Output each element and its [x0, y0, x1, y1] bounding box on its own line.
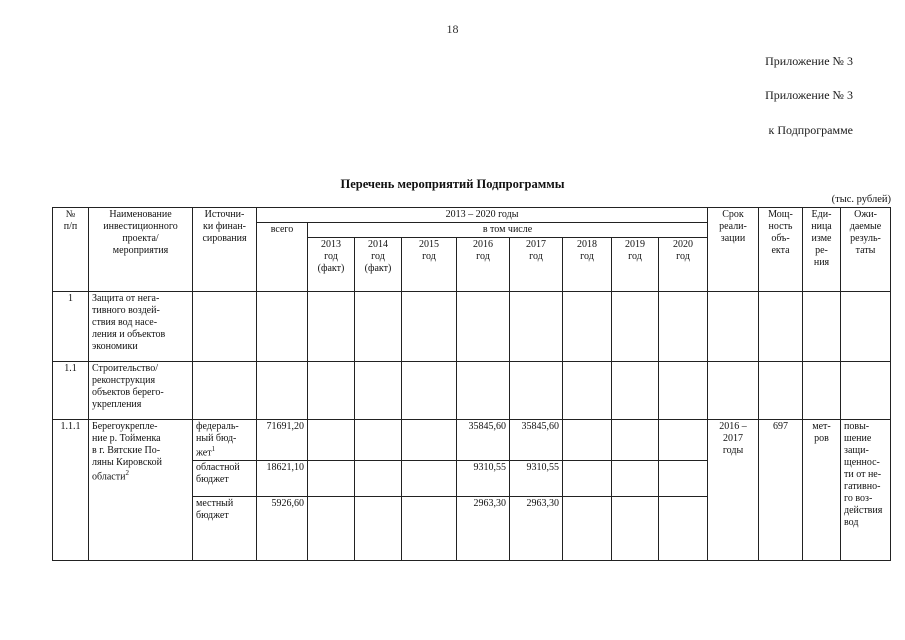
header-year: 2014 год (факт) [355, 238, 402, 292]
local-2016: 2963,30 [457, 497, 510, 561]
empty-cell [841, 292, 891, 362]
table-row [53, 420, 891, 461]
empty-cell [308, 420, 355, 461]
empty-cell [563, 292, 612, 362]
empty-cell [659, 461, 708, 497]
federal-total: 71691,20 [257, 420, 308, 461]
capacity-value: 697 [759, 420, 803, 561]
table-row [53, 292, 891, 362]
source-federal-text: федераль- ный бюд- жет [196, 421, 239, 459]
empty-cell [355, 292, 402, 362]
empty-cell [402, 292, 457, 362]
results-value: повы- шение защи- щеннос- ти от не- гативно- го воз- действия вод [841, 420, 891, 561]
source-federal [193, 420, 257, 461]
header-name: Наименование инвестиционного проекта/ мероприятия [89, 208, 193, 292]
federal-2017: 35845,60 [510, 420, 563, 461]
empty-cell [759, 362, 803, 420]
appendix-label: Приложение № 3 [765, 54, 853, 68]
empty-cell [510, 362, 563, 420]
footnote-mark: 1 [211, 445, 216, 453]
empty-cell [457, 292, 510, 362]
empty-cell [355, 461, 402, 497]
empty-cell [612, 292, 659, 362]
appendix-label-repeat: Приложение № 3 [765, 88, 853, 102]
federal-2016: 35845,60 [457, 420, 510, 461]
row-num: 1.1.1 [53, 420, 89, 561]
empty-cell [563, 497, 612, 561]
empty-cell [402, 461, 457, 497]
empty-cell [355, 420, 402, 461]
header-year: 2019 год [612, 238, 659, 292]
empty-cell [510, 292, 563, 362]
header-year: 2018 год [563, 238, 612, 292]
empty-cell [355, 497, 402, 561]
footnote-mark: 2 [125, 469, 129, 477]
row-num: 1.1 [53, 362, 89, 420]
term-value: 2016 – 2017 годы [708, 420, 759, 561]
regional-total: 18621,10 [257, 461, 308, 497]
row-name-text: Берегоукрепле- ние р. Тойменка в г. Вятские По- ляны Кировской области [92, 421, 162, 483]
units-label: (тыс. рублей) [831, 194, 891, 205]
regional-2016: 9310,55 [457, 461, 510, 497]
empty-cell [457, 362, 510, 420]
empty-cell [612, 420, 659, 461]
empty-cell [257, 292, 308, 362]
header-capacity: Мощ- ность объ- екта [759, 208, 803, 292]
header-term: Срок реали- зации [708, 208, 759, 292]
empty-cell [308, 497, 355, 561]
empty-cell [759, 292, 803, 362]
empty-cell [659, 420, 708, 461]
empty-cell [708, 362, 759, 420]
empty-cell [308, 362, 355, 420]
local-total: 5926,60 [257, 497, 308, 561]
empty-cell [563, 362, 612, 420]
table-header-row [53, 208, 891, 223]
empty-cell [659, 362, 708, 420]
empty-cell [841, 362, 891, 420]
header-year: 2016 год [457, 238, 510, 292]
empty-cell [402, 362, 457, 420]
source-regional: областной бюджет [193, 461, 257, 497]
empty-cell [659, 292, 708, 362]
appendix-subprogram-label: к Подпрограмме [768, 123, 853, 137]
header-sources: Источни- ки финан- сирования [193, 208, 257, 292]
empty-cell [193, 292, 257, 362]
header-num: № п/п [53, 208, 89, 292]
row-name: Строительство/ реконструкция объектов берего- укрепления [89, 362, 193, 420]
empty-cell [563, 420, 612, 461]
empty-cell [803, 362, 841, 420]
header-year: 2017 год [510, 238, 563, 292]
row-num: 1 [53, 292, 89, 362]
unit-value: мет- ров [803, 420, 841, 561]
empty-cell [708, 292, 759, 362]
header-year: 2015 год [402, 238, 457, 292]
page-number: 18 [446, 22, 459, 36]
empty-cell [355, 362, 402, 420]
empty-cell [308, 292, 355, 362]
empty-cell [308, 461, 355, 497]
empty-cell [563, 461, 612, 497]
local-2017: 2963,30 [510, 497, 563, 561]
header-unit: Еди- ница изме ре- ния [803, 208, 841, 292]
empty-cell [402, 420, 457, 461]
empty-cell [612, 461, 659, 497]
table-row [53, 362, 891, 420]
empty-cell [193, 362, 257, 420]
empty-cell [659, 497, 708, 561]
regional-2017: 9310,55 [510, 461, 563, 497]
header-including: в том числе [308, 223, 708, 238]
header-total: всего [257, 223, 308, 292]
empty-cell [803, 292, 841, 362]
header-results: Ожи- даемые резуль- таты [841, 208, 891, 292]
measures-table [52, 207, 891, 561]
header-period: 2013 – 2020 годы [257, 208, 708, 223]
empty-cell [257, 362, 308, 420]
row-name [89, 420, 193, 561]
empty-cell [612, 497, 659, 561]
empty-cell [612, 362, 659, 420]
source-local: местный бюджет [193, 497, 257, 561]
header-year: 2020 год [659, 238, 708, 292]
row-name: Защита от нега- тивного воздей- ствия вод насе- ления и объектов экономики [89, 292, 193, 362]
document-title: Перечень мероприятий Подпрограммы [340, 177, 565, 191]
header-year: 2013 год (факт) [308, 238, 355, 292]
empty-cell [402, 497, 457, 561]
